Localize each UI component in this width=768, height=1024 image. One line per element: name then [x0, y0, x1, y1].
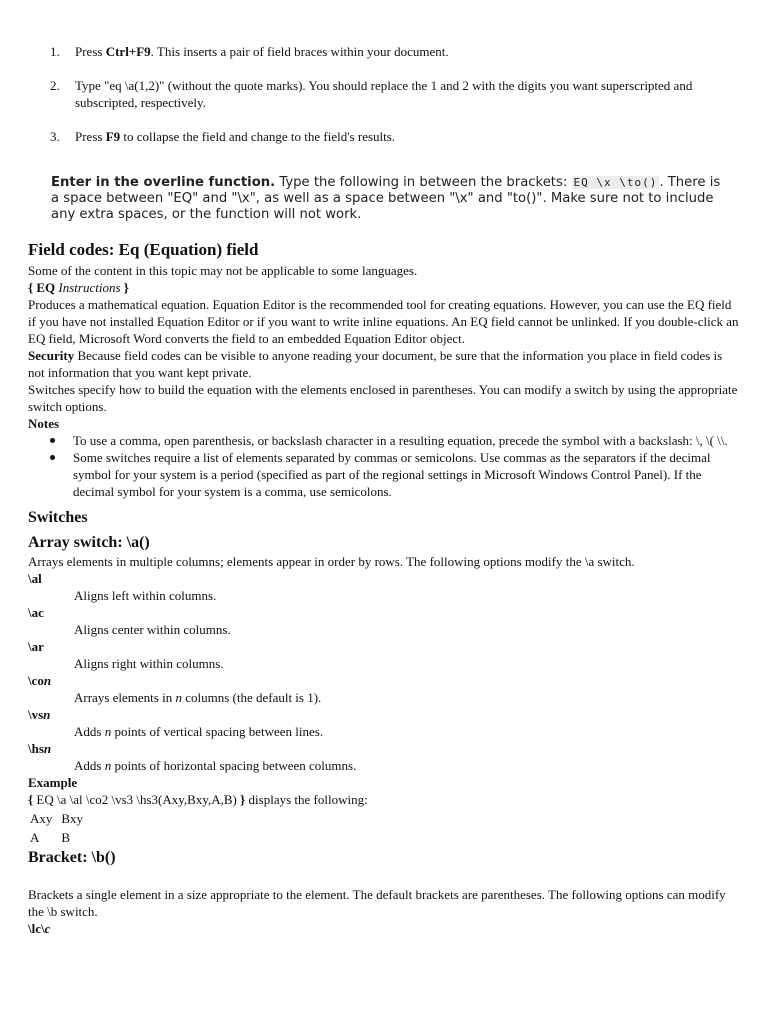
- overline-paragraph: [51, 175, 731, 223]
- option-description: Aligns center within columns.: [74, 622, 231, 637]
- step-item: [0, 77, 705, 111]
- step-text: to collapse the field and change to the field's results.: [120, 129, 396, 144]
- note-item: To use a comma, open parenthesis, or backslash character in a resulting equation, precede the symbol with a backslash: \, \( \\.: [28, 432, 740, 449]
- example-brace: {: [28, 792, 37, 807]
- security-label: Security: [28, 348, 75, 363]
- option-code: \hsn: [28, 741, 52, 756]
- example-line: [28, 791, 740, 808]
- syntax-brace: }: [120, 280, 129, 295]
- bracket-description: Brackets a single element in a size appropriate to the element. The default brackets are parentheses. The following options can modify the \b switch.: [28, 887, 726, 919]
- language-note: Some of the content in this topic may not be applicable to some languages.: [28, 263, 418, 278]
- option-description: Aligns left within columns.: [74, 588, 217, 603]
- bracket-option-code: \lc\c: [28, 921, 51, 936]
- step-item: [0, 128, 705, 145]
- table-row: [28, 809, 90, 828]
- option-code: \al: [28, 571, 42, 586]
- table-cell: A: [30, 830, 40, 845]
- field-description: Produces a mathematical equation. Equation Editor is the recommended tool for creating equations. However, you can use the EQ field if you have not installed Equation Editor or if you want to write inline equations. An EQ field cannot be unlinked. If you double-click an EQ field, Microsoft Word converts the field to an embedded Equation Editor object.: [28, 297, 739, 346]
- syntax-line: [28, 279, 740, 296]
- syntax-brace: { EQ: [28, 280, 59, 295]
- switches-description: Switches specify how to build the equation with the elements enclosed in parentheses. You can modify a switch by using the appropriate switch options.: [28, 382, 738, 414]
- overline-code: EQ \x \to(): [573, 176, 658, 189]
- step-text: Type "eq \a(1,2)" (without the quote marks). You should replace the 1 and 2 with the digits you want superscripted and subscripted, respectively.: [75, 78, 693, 110]
- notes-list: [28, 432, 740, 500]
- option-description: Arrays elements in n columns (the default is 1).: [74, 690, 322, 705]
- example-label: Example: [28, 775, 78, 790]
- table-cell: B: [61, 830, 71, 845]
- note-item: Some switches require a list of elements separated by commas or semicolons. Use commas as the separators if the decimal symbol for your system is a period (specified as part of the regional settings in Microsoft Windows Control Panel). If the decimal symbol for your system is a comma, use semicolons.: [28, 449, 740, 500]
- step-key: F9: [105, 129, 121, 144]
- array-switch-heading: Array switch: \a(): [28, 534, 150, 551]
- option-code: \vsn: [28, 707, 51, 722]
- bracket-heading: Bracket: \b(): [28, 849, 116, 866]
- switches-heading: Switches: [28, 509, 88, 526]
- array-switch-intro: Arrays elements in multiple columns; elements appear in order by rows. The following options modify the \a switch.: [28, 554, 635, 569]
- syntax-instructions: Instructions: [58, 280, 121, 295]
- field-code-article: [28, 240, 740, 937]
- overline-text: . There is a space between "EQ" and "\x", as well as a space between "\x" and "to()". Make sure not to include any extra spaces, or the function will not work.: [51, 175, 721, 222]
- option-code: \ac: [28, 605, 44, 620]
- notes-label: Notes: [28, 416, 60, 431]
- step-number: 2.: [50, 78, 60, 93]
- security-text: Because field codes can be visible to anyone reading your document, be sure that the information you place in field codes is not information that you want kept private.: [28, 348, 723, 380]
- option-description: Adds n points of horizontal spacing between columns.: [74, 758, 357, 773]
- example-tail: displays the following:: [245, 792, 368, 807]
- example-code: EQ \a \al \co2 \vs3 \hs3(Axy,Bxy,A,B): [36, 792, 237, 807]
- array-options: [28, 570, 740, 774]
- table-cell: Axy: [30, 811, 53, 826]
- step-number: 3.: [50, 129, 60, 144]
- table-cell: Bxy: [61, 811, 84, 826]
- table-row: [28, 828, 90, 847]
- overline-text: Type the following in between the brackets:: [275, 175, 572, 190]
- option-description: Adds n points of vertical spacing between lines.: [74, 724, 324, 739]
- step-text: Press: [75, 129, 106, 144]
- option-code: \con: [28, 673, 52, 688]
- step-key: Ctrl+F9: [105, 44, 151, 59]
- option-code: \ar: [28, 639, 44, 654]
- step-item: [0, 43, 705, 60]
- field-codes-heading: Field codes: Eq (Equation) field: [28, 240, 259, 259]
- option-description: Aligns right within columns.: [74, 656, 224, 671]
- example-brace: }: [236, 792, 246, 807]
- example-result-table: [28, 809, 90, 847]
- step-text: Press: [75, 44, 106, 59]
- step-text: . This inserts a pair of field braces within your document.: [150, 44, 449, 59]
- step-number: 1.: [50, 44, 60, 59]
- security-paragraph: [28, 347, 740, 381]
- overline-lead: Enter in the overline function.: [51, 175, 276, 190]
